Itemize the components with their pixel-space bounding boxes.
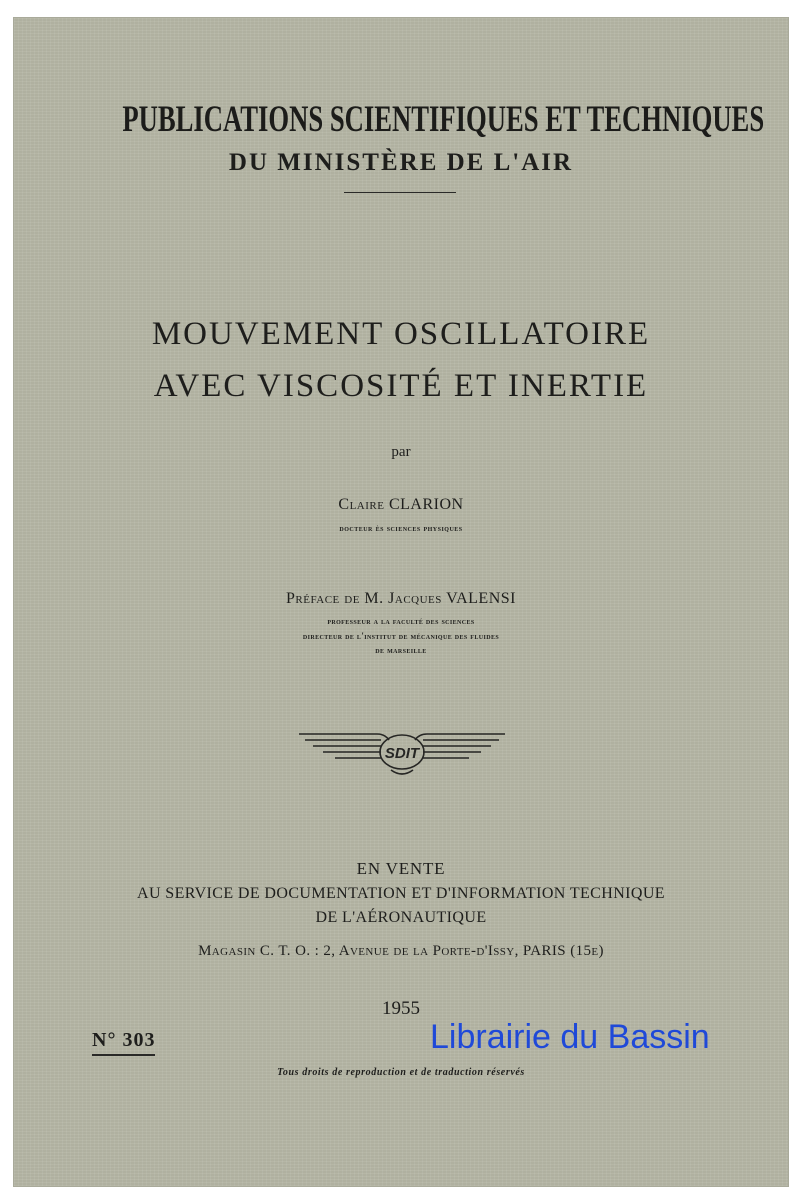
ministry-subtitle: DU MINISTÈRE DE L'AIR xyxy=(228,149,574,176)
rights-notice: Tous droits de reproduction et de traduction réservés xyxy=(277,1067,525,1078)
series-title: PUBLICATIONS SCIENTIFIQUES ET TECHNIQUES xyxy=(122,99,765,140)
winged-emblem-icon xyxy=(297,730,507,778)
document-cover xyxy=(14,18,788,1186)
store-address: Magasin C. T. O. : 2, Avenue de la Porte-d'Issy, PARIS (15e) xyxy=(198,943,604,959)
document-title-line-2: AVEC VISCOSITÉ ET INERTIE xyxy=(153,368,649,404)
publication-number: N° 303 xyxy=(92,1029,155,1056)
preface-line: Préface de M. Jacques VALENSI xyxy=(286,590,516,607)
sale-service-line: AU SERVICE DE DOCUMENTATION ET D'INFORMATION TECHNIQUE xyxy=(137,885,665,902)
preface-author-title-1: professeur a la faculté des sciences xyxy=(327,616,475,626)
bookseller-watermark: Librairie du Bassin xyxy=(430,1018,710,1056)
document-title-line-1: MOUVEMENT OSCILLATOIRE xyxy=(151,316,651,352)
sale-heading: EN VENTE xyxy=(356,859,446,878)
header-divider xyxy=(344,192,456,193)
by-label: par xyxy=(391,444,411,460)
emblem-text: SDIT xyxy=(384,745,420,762)
author-name: Claire CLARION xyxy=(338,496,464,513)
publication-year: 1955 xyxy=(382,998,420,1019)
preface-author-title-3: de marseille xyxy=(375,645,427,655)
sale-service-line-2: DE L'AÉRONAUTIQUE xyxy=(315,909,487,926)
author-degree: docteur ès sciences physiques xyxy=(339,523,463,533)
preface-author-title-2: directeur de l'institut de mécanique des fluides xyxy=(302,631,500,641)
